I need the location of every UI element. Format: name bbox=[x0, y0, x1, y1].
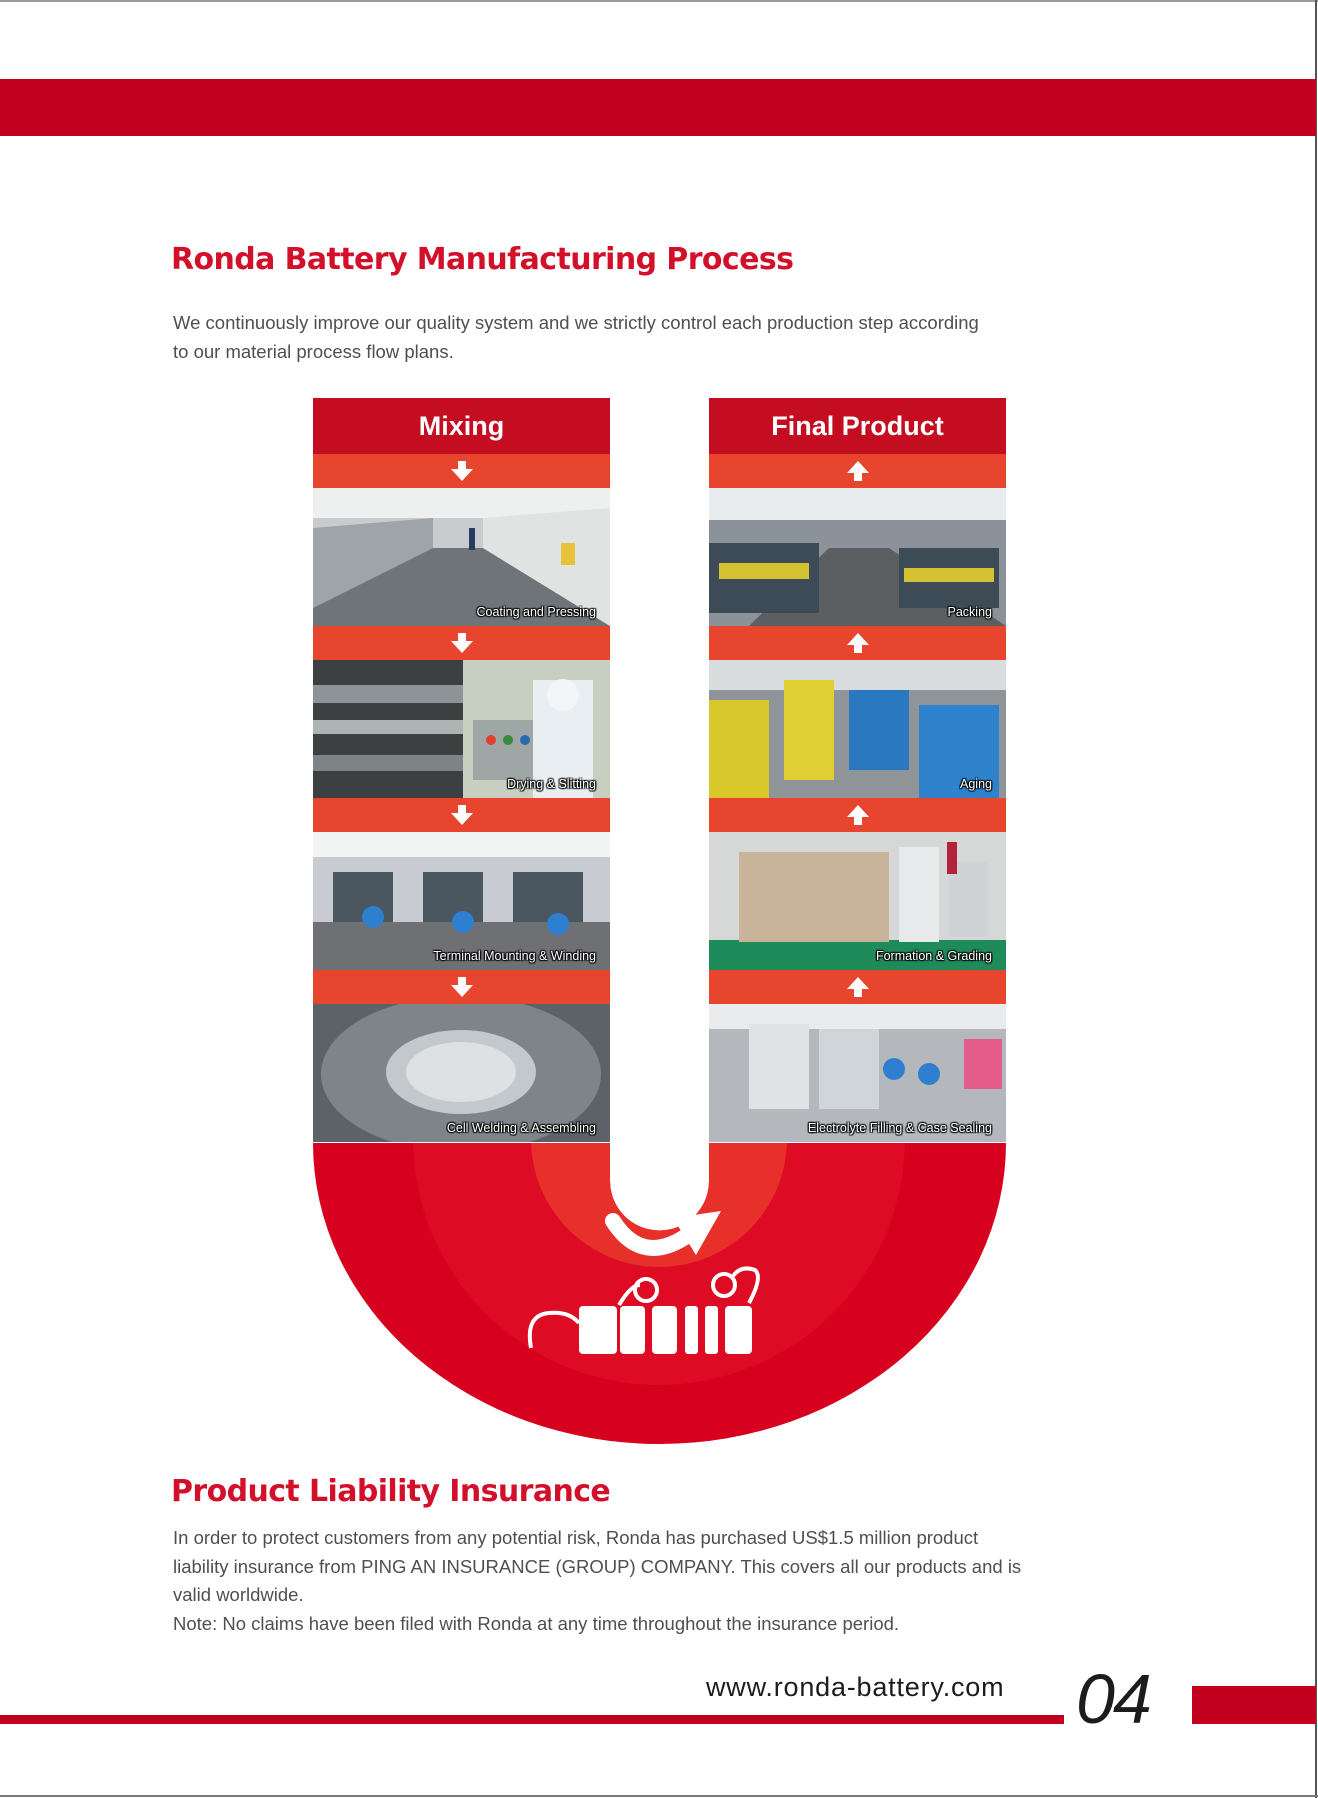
insurance-note: Note: No claims have been filed with Ronda at any time throughout the insurance period. bbox=[173, 1612, 900, 1634]
step-arrow-band bbox=[709, 454, 1006, 488]
insurance-line-1: In order to protect customers from any potential risk, Ronda has purchased US$1.5 million product bbox=[173, 1527, 979, 1548]
step-photo-coating bbox=[313, 488, 610, 626]
insurance-body bbox=[173, 1524, 1021, 1638]
step-photo-aging bbox=[709, 660, 1006, 798]
step-photo-packing bbox=[709, 488, 1006, 626]
insurance-line-2: liability insurance from PING AN INSURANCE (GROUP) COMPANY. This covers all our products and is bbox=[173, 1555, 1022, 1577]
insurance-title: Product Liability Insurance bbox=[171, 1474, 611, 1509]
arrow-up-icon bbox=[844, 631, 872, 655]
page-border-right bbox=[1315, 0, 1317, 1798]
arrow-up-icon bbox=[844, 459, 872, 483]
step-caption: Aging bbox=[960, 777, 992, 791]
page-border-bottom bbox=[0, 1795, 1318, 1797]
step-arrow-band bbox=[709, 626, 1006, 660]
arrow-down-icon bbox=[448, 631, 476, 655]
page-border-top bbox=[0, 0, 1318, 2]
step-arrow-band bbox=[709, 970, 1006, 1004]
process-right-column bbox=[709, 398, 1006, 1142]
process-intro bbox=[173, 309, 979, 366]
footer-rule bbox=[0, 1715, 1064, 1724]
step-arrow-band bbox=[313, 454, 610, 488]
step-photo-filling bbox=[709, 1004, 1006, 1142]
footer-tab bbox=[1192, 1686, 1316, 1724]
page-number: 04 bbox=[1076, 1660, 1150, 1738]
step-photo-formation bbox=[709, 832, 1006, 970]
arrow-down-icon bbox=[448, 803, 476, 827]
step-caption: Terminal Mounting & Winding bbox=[433, 949, 596, 963]
step-photo-winding bbox=[313, 832, 610, 970]
step-caption: Coating and Pressing bbox=[476, 605, 596, 619]
arrow-up-icon bbox=[844, 803, 872, 827]
header-band bbox=[0, 79, 1316, 136]
arrow-down-icon bbox=[448, 975, 476, 999]
step-caption: Electrolyte Filling & Case Sealing bbox=[807, 1121, 992, 1135]
step-arrow-band bbox=[313, 970, 610, 1004]
step-caption: Formation & Grading bbox=[875, 949, 992, 963]
step-arrow-band bbox=[709, 798, 1006, 832]
step-caption: Drying & Slitting bbox=[507, 777, 596, 791]
step-photo-welding bbox=[313, 1004, 610, 1142]
step-arrow-band bbox=[313, 626, 610, 660]
insurance-line-3: valid worldwide. bbox=[173, 1584, 304, 1605]
step-caption: Cell Welding & Assembling bbox=[446, 1121, 596, 1135]
process-left-column bbox=[313, 398, 610, 1142]
step-arrow-band bbox=[313, 798, 610, 832]
process-u-turn bbox=[313, 1143, 1006, 1445]
process-title: Ronda Battery Manufacturing Process bbox=[171, 242, 794, 277]
final-product-header: Final Product bbox=[709, 398, 1006, 454]
website-url[interactable]: www.ronda-battery.com bbox=[706, 1672, 1005, 1702]
arrow-up-icon bbox=[844, 975, 872, 999]
process-intro-line-1: We continuously improve our quality system and we strictly control each production step according bbox=[173, 312, 979, 333]
step-photo-drying bbox=[313, 660, 610, 798]
process-intro-line-2: to our material process flow plans. bbox=[173, 340, 454, 362]
mixing-header: Mixing bbox=[313, 398, 610, 454]
step-caption: Packing bbox=[947, 605, 992, 619]
arrow-down-icon bbox=[448, 459, 476, 483]
